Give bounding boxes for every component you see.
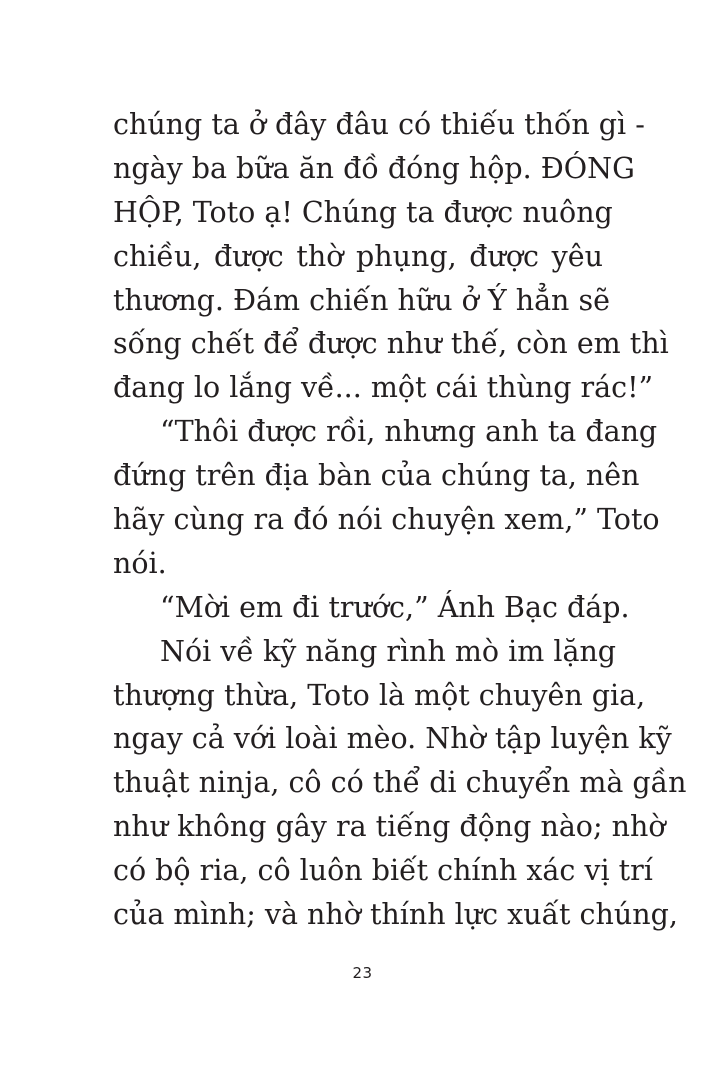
text-line: như không gây ra tiếng động nào; nhờ xyxy=(113,810,666,844)
text-line: đang lo lắng về... một cái thùng rác!” xyxy=(113,371,654,405)
body-text xyxy=(113,103,687,937)
text-line: HỘP, Toto ạ! Chúng ta được nuông xyxy=(113,195,613,229)
text-line: nói. xyxy=(113,546,167,580)
text-line: có bộ ria, cô luôn biết chính xác vị trí xyxy=(113,854,653,888)
text-line: “Thôi được rồi, nhưng anh ta đang xyxy=(160,415,658,449)
text-line: Nói về kỹ năng rình mò im lặng xyxy=(160,634,617,668)
text-line: chúng ta ở đây đâu có thiếu thốn gì - xyxy=(113,108,645,141)
text-line: đứng trên địa bàn của chúng ta, nên xyxy=(113,459,640,493)
text-line: hãy cùng ra đó nói chuyện xem,” Toto xyxy=(113,503,660,537)
text-line: thuật ninja, cô có thể di chuyển mà gần xyxy=(113,766,687,800)
text-line: chiều, được thờ phụng, được yêu xyxy=(113,239,603,273)
text-line: của mình; và nhờ thính lực xuất chúng, xyxy=(113,898,678,932)
text-line: thương. Đám chiến hữu ở Ý hẳn sẽ xyxy=(113,283,610,317)
text-line: sống chết để được như thế, còn em thì xyxy=(113,327,669,361)
text-line: ngày ba bữa ăn đồ đóng hộp. ĐÓNG xyxy=(113,151,635,185)
text-line: “Mời em đi trước,” Ánh Bạc đáp. xyxy=(160,590,630,624)
page-number: 23 xyxy=(352,964,373,982)
text-line: ngay cả với loài mèo. Nhờ tập luyện kỹ xyxy=(113,722,672,756)
text-line: thượng thừa, Toto là một chuyên gia, xyxy=(113,678,646,712)
